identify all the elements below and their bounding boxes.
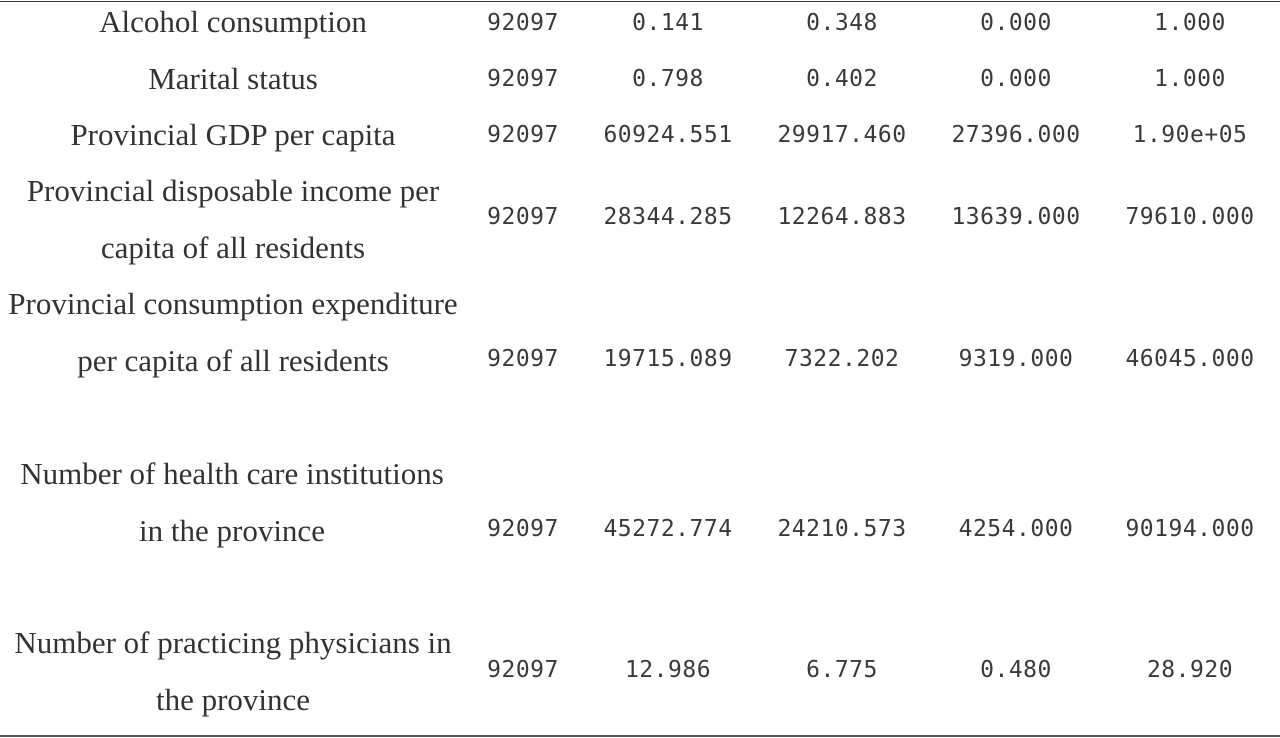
max-cell: 1.90e+05	[1132, 122, 1248, 148]
obs-cell: 92097	[487, 516, 559, 542]
min-cell: 4254.000	[958, 516, 1074, 542]
sd-cell: 29917.460	[777, 122, 907, 148]
mean-cell: 28344.285	[603, 204, 733, 230]
sd-cell: 7322.202	[784, 346, 900, 372]
sd-cell: 0.348	[806, 10, 878, 36]
mean-cell: 60924.551	[603, 122, 733, 148]
max-cell: 1.000	[1154, 10, 1226, 36]
max-cell: 90194.000	[1125, 516, 1255, 542]
mean-cell: 19715.089	[603, 346, 733, 372]
variable-name: Number of health care institutions in the province	[20, 456, 444, 548]
min-cell: 13639.000	[951, 204, 1081, 230]
variable-name: Alcohol consumption	[99, 4, 367, 39]
variable-name: Provincial GDP per capita	[70, 117, 396, 152]
mean-cell: 12.986	[624, 657, 712, 683]
variable-name: Marital status	[148, 61, 318, 96]
min-cell: 27396.000	[951, 122, 1081, 148]
variable-name: Number of practicing physicians in the province	[14, 625, 452, 717]
obs-cell: 92097	[487, 10, 559, 36]
sd-cell: 12264.883	[777, 204, 907, 230]
obs-cell: 92097	[487, 122, 559, 148]
max-cell: 1.000	[1154, 66, 1226, 92]
max-cell: 46045.000	[1125, 346, 1255, 372]
obs-cell: 92097	[487, 657, 559, 683]
obs-cell: 92097	[487, 66, 559, 92]
obs-cell: 92097	[487, 346, 559, 372]
sd-cell: 6.775	[806, 657, 878, 683]
max-cell: 28.920	[1146, 657, 1234, 683]
min-cell: 0.000	[980, 10, 1052, 36]
variable-name: Provincial disposable income per capita of all residents	[26, 173, 440, 265]
sd-cell: 0.402	[806, 66, 878, 92]
mean-cell: 0.141	[632, 10, 704, 36]
obs-cell: 92097	[487, 204, 559, 230]
min-cell: 0.000	[980, 66, 1052, 92]
max-cell: 79610.000	[1125, 204, 1255, 230]
variable-name: Provincial consumption expenditure per capita of all residents	[8, 286, 458, 378]
min-cell: 0.480	[980, 657, 1052, 683]
bottom-rule	[0, 735, 1280, 737]
min-cell: 9319.000	[958, 346, 1074, 372]
mean-cell: 45272.774	[603, 516, 733, 542]
mean-cell: 0.798	[632, 66, 704, 92]
sd-cell: 24210.573	[777, 516, 907, 542]
